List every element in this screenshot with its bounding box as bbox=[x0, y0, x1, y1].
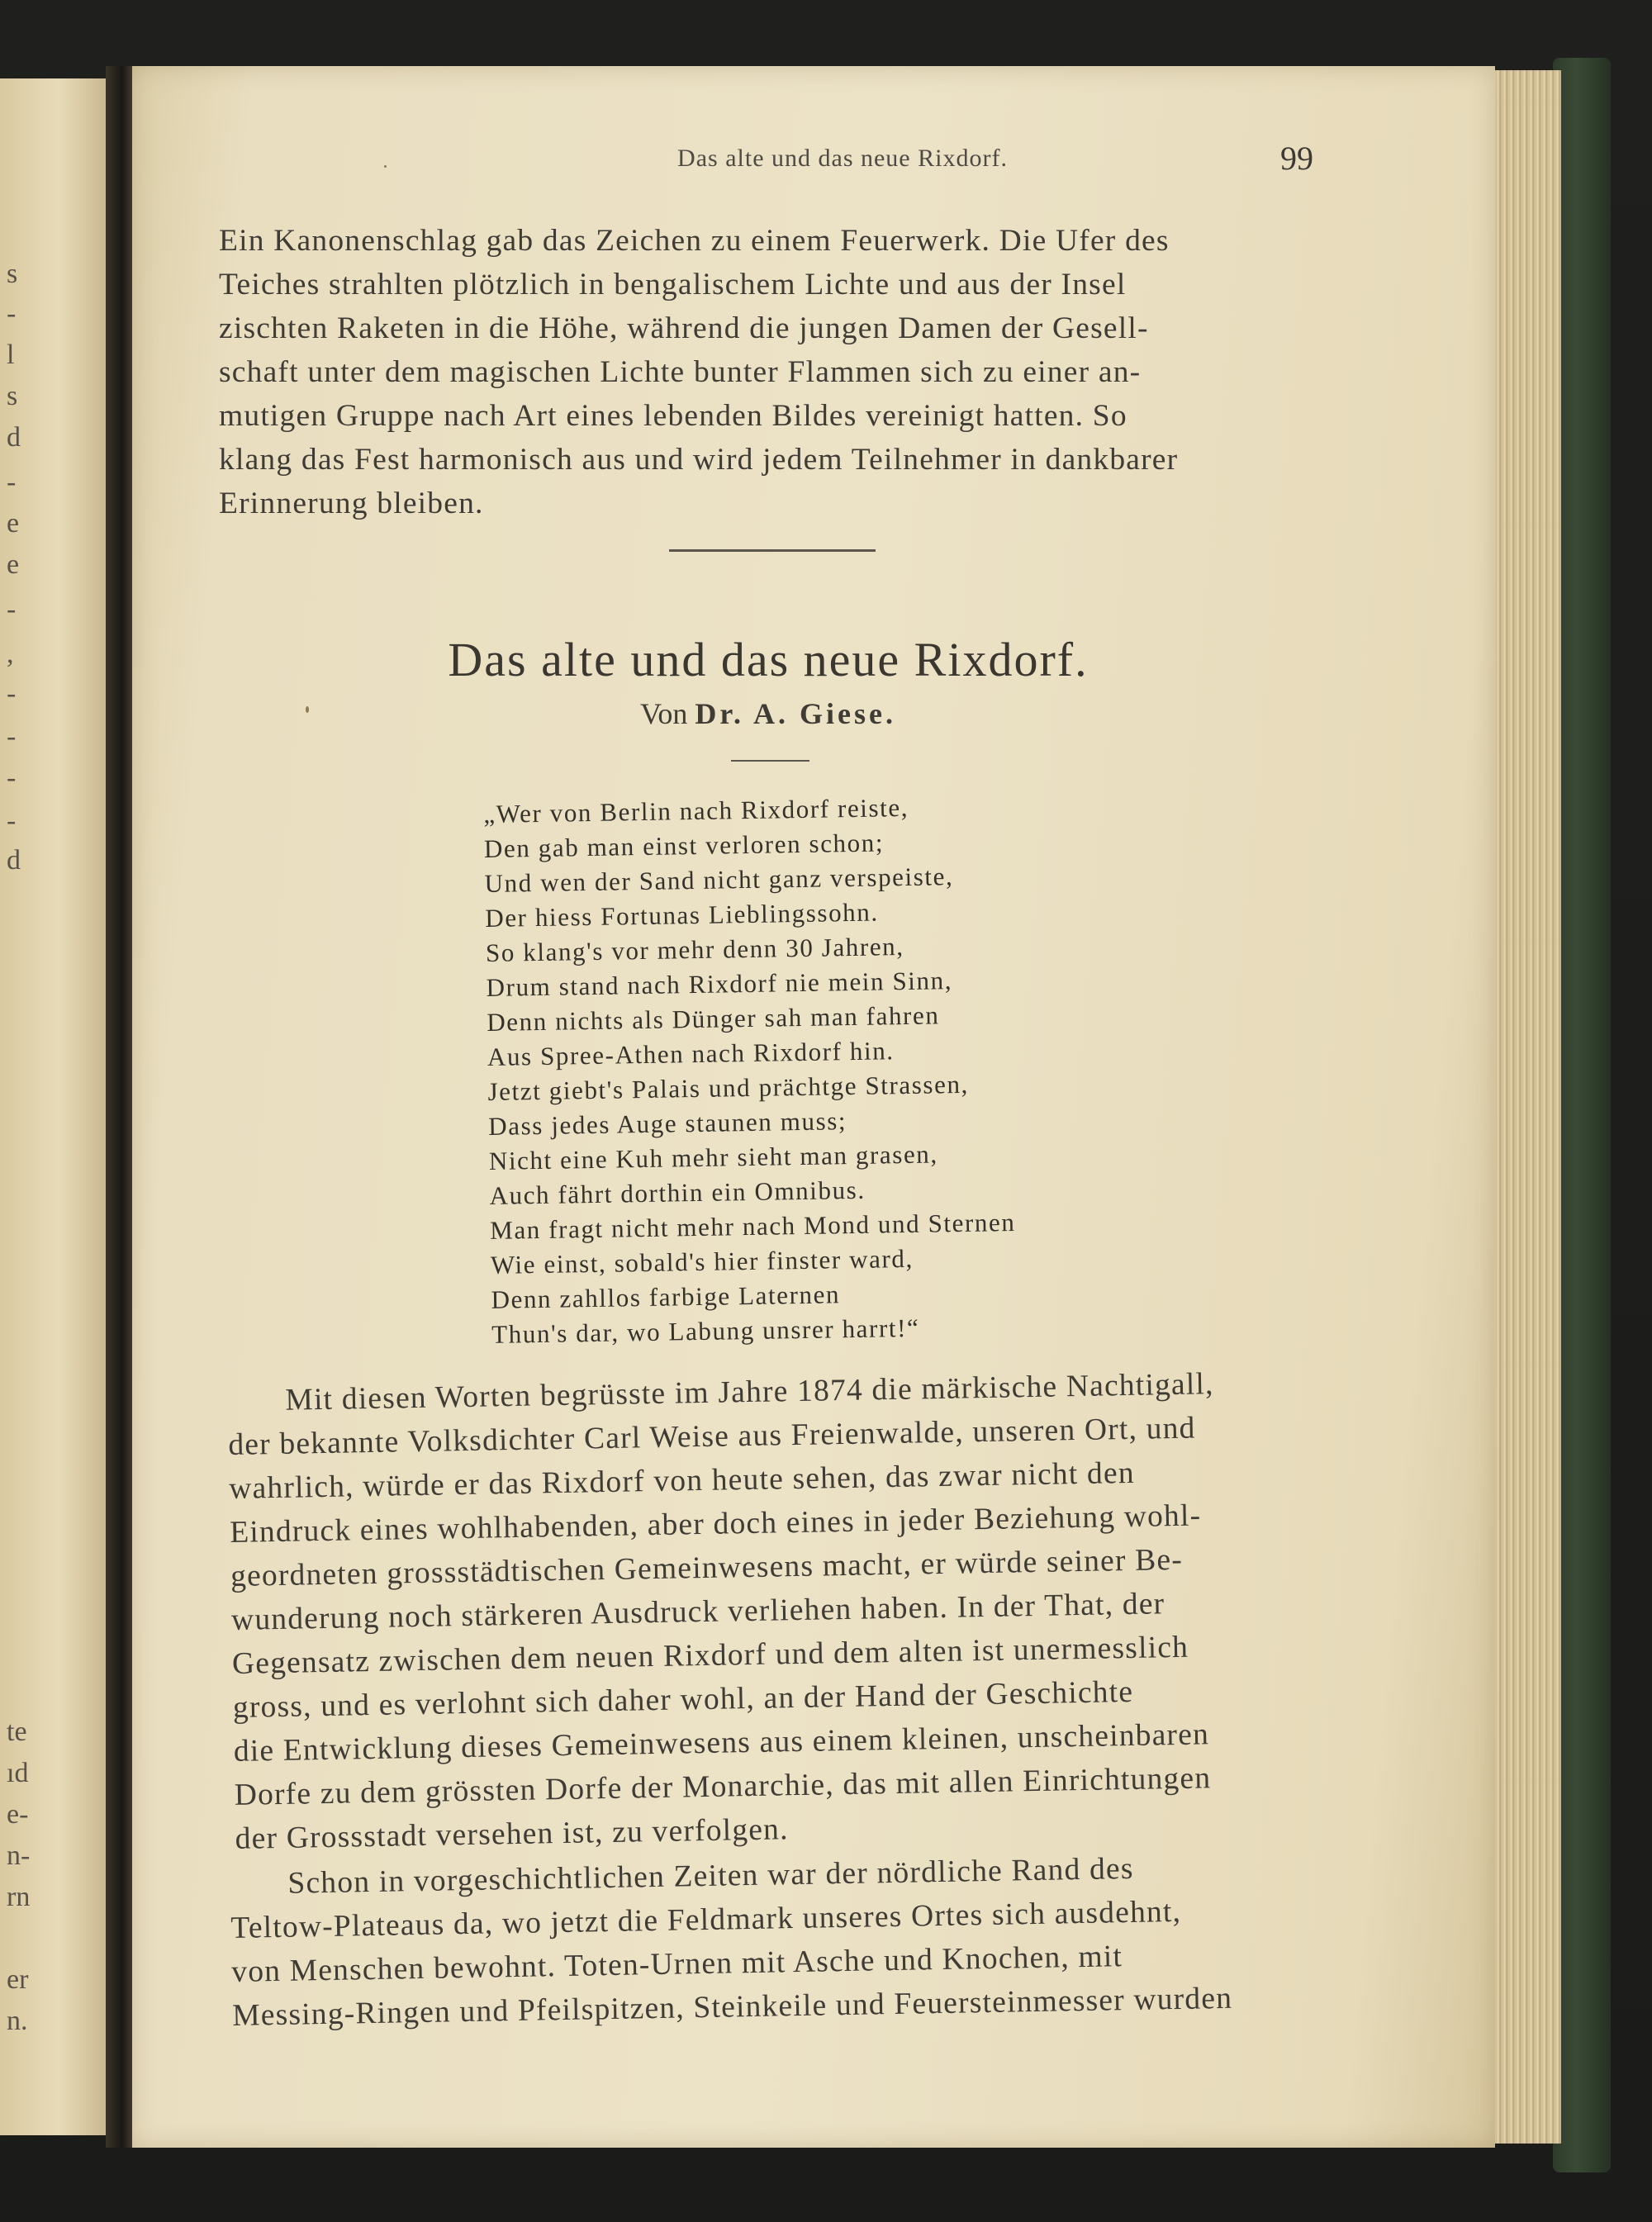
poem-line: Drum stand nach Rixdorf nie mein Sinn, bbox=[486, 966, 953, 1002]
facing-page-left bbox=[0, 78, 107, 2135]
poem-line: Nicht eine Kuh mehr sieht man grasen, bbox=[488, 1139, 939, 1175]
poem-line: Thun's dar, wo Labung unsrer harrt!“ bbox=[491, 1313, 920, 1349]
poem-line: Wie einst, sobald's hier finster ward, bbox=[490, 1243, 914, 1280]
poem-line: Jetzt giebt's Palais und prächtge Strassen, bbox=[487, 1069, 970, 1106]
facing-page-fragment: - bbox=[7, 594, 17, 624]
facing-page-fragment: - bbox=[7, 467, 17, 497]
poem-line: Aus Spree-Athen nach Rixdorf hin. bbox=[487, 1036, 895, 1071]
text-line: zischten Raketen in die Höhe, während die jungen Damen der Gesell- bbox=[219, 311, 1149, 345]
facing-page-fragment: s bbox=[7, 259, 18, 289]
book-page bbox=[132, 66, 1495, 2148]
poem-line: Und wen der Sand nicht ganz verspeiste, bbox=[484, 862, 954, 898]
body-paragraph-1 bbox=[227, 1358, 1474, 1861]
paper-speck bbox=[384, 165, 387, 168]
facing-page-fragment: n- bbox=[7, 1840, 31, 1871]
facing-page-fragment: rn bbox=[7, 1882, 31, 1912]
section-divider bbox=[669, 549, 876, 552]
byline-author: Dr. A. Giese. bbox=[695, 697, 896, 730]
facing-page-fragment: e bbox=[7, 549, 20, 580]
facing-page-fragment: - bbox=[7, 298, 17, 329]
poem-line: Den gab man einst verloren schon; bbox=[483, 828, 885, 863]
poem-line: Auch fährt dorthin ein Omnibus. bbox=[489, 1175, 866, 1210]
byline bbox=[330, 696, 1206, 731]
paper-speck bbox=[306, 706, 309, 713]
facing-page-fragment: n. bbox=[7, 2006, 28, 2036]
text-line: Erinnerung bleiben. bbox=[219, 487, 484, 520]
book-cover-edge bbox=[1553, 58, 1611, 2172]
title-divider bbox=[731, 760, 809, 762]
facing-page-fragment: ıd bbox=[7, 1758, 29, 1788]
text-line: Teltow-Plateaus da, wo jetzt die Feldmark unseres Ortes sich ausdehnt, bbox=[230, 1894, 1182, 1945]
poem-line: „Wer von Berlin nach Rixdorf reiste, bbox=[483, 792, 909, 829]
text-line: von Menschen bewohnt. Toten-Urnen mit Asche und Knochen, mit bbox=[230, 1940, 1123, 1989]
text-line: geordneten grossstädtischen Gemeinwesens macht, er würde seiner Be- bbox=[230, 1542, 1184, 1593]
poem-line: Man fragt nicht mehr nach Mond und Sternen bbox=[489, 1207, 1016, 1245]
facing-page-fragment: - bbox=[7, 762, 17, 793]
text-line: die Entwicklung dieses Gemeinwesens aus einem kleinen, unscheinbaren bbox=[233, 1717, 1210, 1769]
running-head: Das alte und das neue Rixdorf. bbox=[677, 145, 1008, 172]
poem-line: Der hiess Fortunas Lieblingssohn. bbox=[485, 897, 879, 933]
text-line: Eindruck eines wohlhabenden, aber doch eines in jeder Beziehung wohl- bbox=[229, 1498, 1202, 1550]
poem-line: Denn zahllos farbige Laternen bbox=[491, 1280, 841, 1314]
text-line: der Grossstadt versehen ist, zu verfolgen. bbox=[235, 1812, 789, 1856]
facing-page-fragment: d bbox=[7, 422, 21, 453]
byline-prefix: Von bbox=[639, 697, 688, 730]
text-line: Mit diesen Worten begrüsste im Jahre 1874 die märkische Nachtigall, bbox=[285, 1367, 1214, 1417]
facing-page-fragment: e bbox=[7, 508, 20, 539]
facing-page-fragment: - bbox=[7, 805, 17, 836]
facing-page-fragment: d bbox=[7, 845, 21, 876]
text-line: Messing-Ringen und Pfeilspitzen, Steinkeile und Feuersteinmesser wurden bbox=[231, 1981, 1233, 2033]
text-line: Dorfe zu dem grössten Dorfe der Monarchie, das mit allen Einrichtungen bbox=[234, 1761, 1212, 1812]
text-line: Teiches strahlten plötzlich in bengalischem Lichte und aus der Insel bbox=[219, 268, 1127, 301]
poem-quote bbox=[483, 786, 1152, 1351]
text-line: Gegensatz zwischen dem neuen Rixdorf und dem alten ist unermesslich bbox=[231, 1630, 1189, 1681]
text-line: mutigen Gruppe nach Art eines lebenden Bildes vereinigt hatten. So bbox=[219, 399, 1127, 433]
facing-page-fragment: - bbox=[7, 678, 17, 709]
text-line: gross, und es verlohnt sich daher wohl, an der Hand der Geschichte bbox=[232, 1674, 1134, 1725]
facing-page-fragment: e- bbox=[7, 1799, 29, 1830]
page-number: 99 bbox=[1280, 140, 1313, 177]
text-line: schaft unter dem magischen Lichte bunter Flammen sich zu einer an- bbox=[219, 355, 1142, 389]
facing-page-fragment: - bbox=[7, 721, 17, 752]
body-paragraph-2 bbox=[230, 1841, 1471, 2038]
text-line: wunderung noch stärkeren Ausdruck verliehen haben. In der That, der bbox=[230, 1587, 1165, 1637]
facing-page-fragment: te bbox=[7, 1716, 27, 1747]
facing-page-fragment: er bbox=[7, 1964, 29, 1995]
text-line: klang das Fest harmonisch aus und wird jedem Teilnehmer in dankbarer bbox=[219, 443, 1179, 477]
facing-page-fragment: s bbox=[7, 381, 18, 411]
text-line: Ein Kanonenschlag gab das Zeichen zu einem Feuerwerk. Die Ufer des bbox=[219, 224, 1170, 258]
text-line: wahrlich, würde er das Rixdorf von heute sehen, das zwar nicht den bbox=[228, 1455, 1136, 1506]
article-title: Das alte und das neue Rixdorf. bbox=[448, 633, 1089, 686]
poem-line: Denn nichts als Dünger sah man fahren bbox=[487, 1000, 940, 1037]
facing-page-fragment: , bbox=[7, 639, 14, 669]
poem-line: Dass jedes Auge staunen muss; bbox=[487, 1106, 847, 1141]
text-line: Schon in vorgeschichtlichen Zeiten war der nördliche Rand des bbox=[287, 1851, 1134, 1901]
poem-line: So klang's vor mehr denn 30 Jahren, bbox=[485, 932, 904, 967]
text-line: der bekannte Volksdichter Carl Weise aus Freienwalde, unseren Ort, und bbox=[228, 1411, 1196, 1462]
facing-page-fragment: l bbox=[7, 339, 15, 370]
intro-paragraph bbox=[219, 219, 1458, 525]
